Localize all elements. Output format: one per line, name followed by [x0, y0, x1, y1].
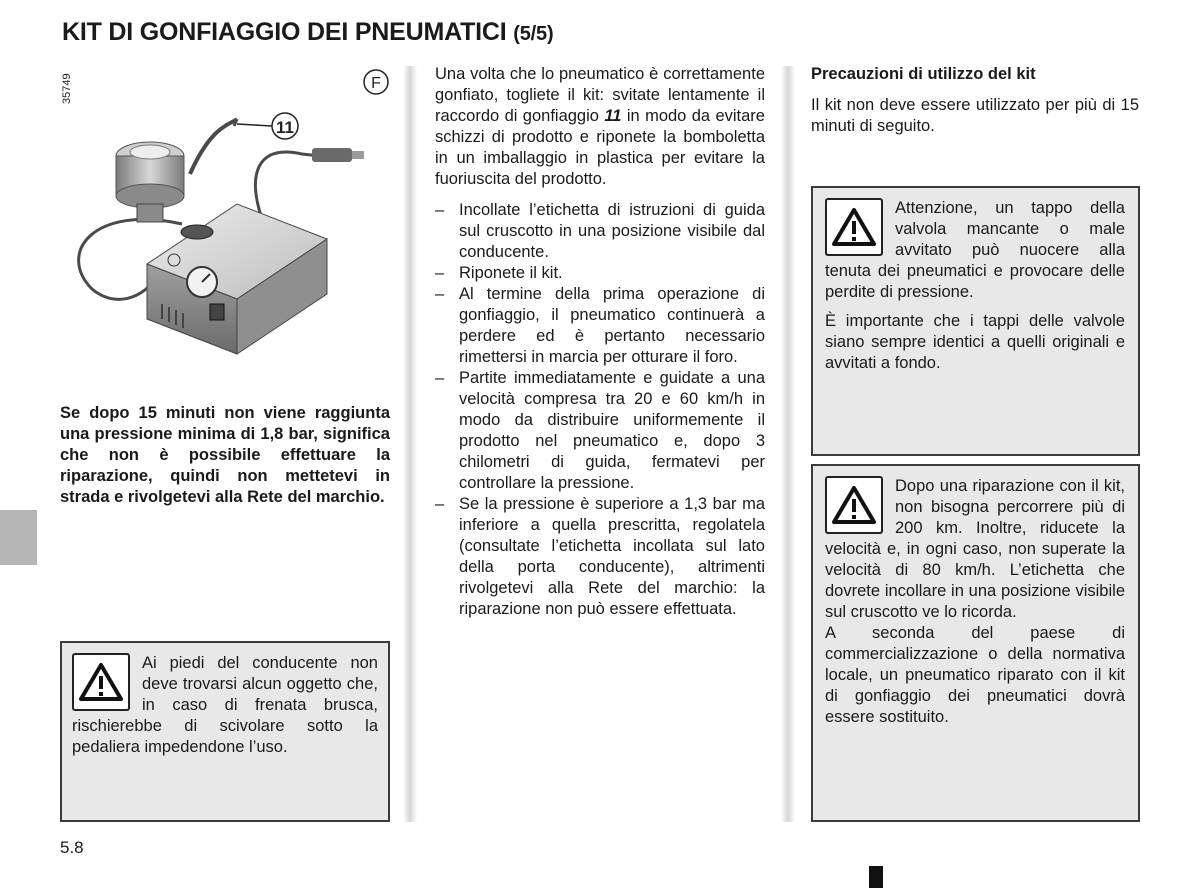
warning-triangle-icon — [72, 653, 130, 711]
column-divider-right — [781, 66, 795, 822]
instruction-item: – Riponete il kit. — [435, 263, 765, 284]
page-title — [62, 18, 553, 47]
column-divider-left — [403, 66, 417, 822]
page-number: 5.8 — [60, 838, 84, 857]
page-end-marker — [869, 866, 883, 888]
after-repair-text-2: A seconda del paese di commercializzazione o della normativa locale, un pneumatico riparato con il kit di gonfiaggio dei pneumatici dovrà essere sostituito. — [825, 624, 1125, 726]
valve-caps-text-1: Attenzione, un tappo della valvola mancante o male avvitato può nuocere alla tenuta dei pneumatici e provocare delle perdite di pressione. — [825, 199, 1125, 301]
title-text: KIT DI GONFIAGGIO DEI PNEUMATICI — [62, 18, 507, 46]
precautions-text: Il kit non deve essere utilizzato per più di 15 minuti di seguito. — [811, 96, 1139, 135]
intro-text-a: Una volta che lo pneumatico è correttamente gonfiato, togliete il kit: svitate lentamente il raccordo di gonfiaggio — [435, 65, 765, 125]
middle-column — [435, 64, 765, 620]
intro-text-b: in modo da evitare schizzi di prodotto e riponete la bomboletta in un imballaggio in plastica per evitare la fuoriuscita del prodotto. — [435, 107, 765, 188]
figure-ref-number: 35749 — [62, 73, 73, 104]
precautions-heading: Precauzioni di utilizzo del kit — [811, 65, 1036, 83]
tyre-pressure-warning-text: Se dopo 15 minuti non viene raggiunta una pressione minima di 1,8 bar, significa che non è possibile effettuare la riparazione, quindi non mettetevi in strada e rivolgetevi alla Rete del marchio. — [60, 404, 390, 506]
instruction-item: – Partite immediatamente e guidate a una velocità compresa tra 20 e 60 km/h in modo da distribuire uniformemente il prodotto nel pneumatico e, dopo 3 chilometri di guida, fermatevi per controllare la pressione. — [435, 368, 765, 494]
right-column — [811, 64, 1139, 137]
after-repair-text-1: Dopo una riparazione con il kit, non bisogna percorrere più di 200 km. Inoltre, riducete la velocità e, in ogni caso, non superate la velocità di 80 km/h. L’etichetta che dovrete incollare in una posizione visibile sul cruscotto ve lo ricorda. — [825, 477, 1125, 621]
warning-box-pedals — [60, 641, 390, 822]
warning-triangle-icon — [825, 476, 883, 534]
intro-paragraph — [435, 64, 765, 190]
instruction-item: – Se la pressione è superiore a 1,3 bar ma inferiore a quella prescritta, regolatela (consultate l’etichetta incollata sul lato della porta conducente), altrimenti rivolgetevi alla Rete del marchio: la riparazione non può essere effettuata. — [435, 494, 765, 620]
figure-letter: F — [371, 75, 381, 92]
warning-box-pedals-text: Ai piedi del conducente non deve trovarsi alcun oggetto che, in caso di frenata brusca, rischierebbe di scivolare sotto la pedaliera impedendone l’uso. — [72, 654, 378, 756]
warning-box-after-repair — [811, 464, 1140, 822]
compressor-illustration — [62, 64, 396, 364]
instruction-item: – Incollate l’etichetta di istruzioni di guida sul cruscotto in una posizione visibile dal conducente. — [435, 200, 765, 263]
compressor-figure — [62, 64, 396, 364]
callout-number: 11 — [276, 118, 294, 137]
warning-triangle-icon — [825, 198, 883, 256]
instruction-list — [435, 200, 765, 620]
title-part: (5/5) — [513, 23, 554, 45]
warning-box-valve-caps — [811, 186, 1140, 456]
tyre-pressure-warning — [60, 403, 390, 508]
instruction-item: – Al termine della prima operazione di gonfiaggio, il pneumatico continuerà a perdere ed è pertanto necessario rimettersi in marcia per otturare il foro. — [435, 284, 765, 368]
valve-caps-text-2: È importante che i tappi delle valvole siano sempre identici a quelli originali e avvitati a fondo. — [825, 312, 1125, 372]
intro-reference: 11 — [604, 107, 622, 125]
chapter-tab — [0, 510, 37, 565]
